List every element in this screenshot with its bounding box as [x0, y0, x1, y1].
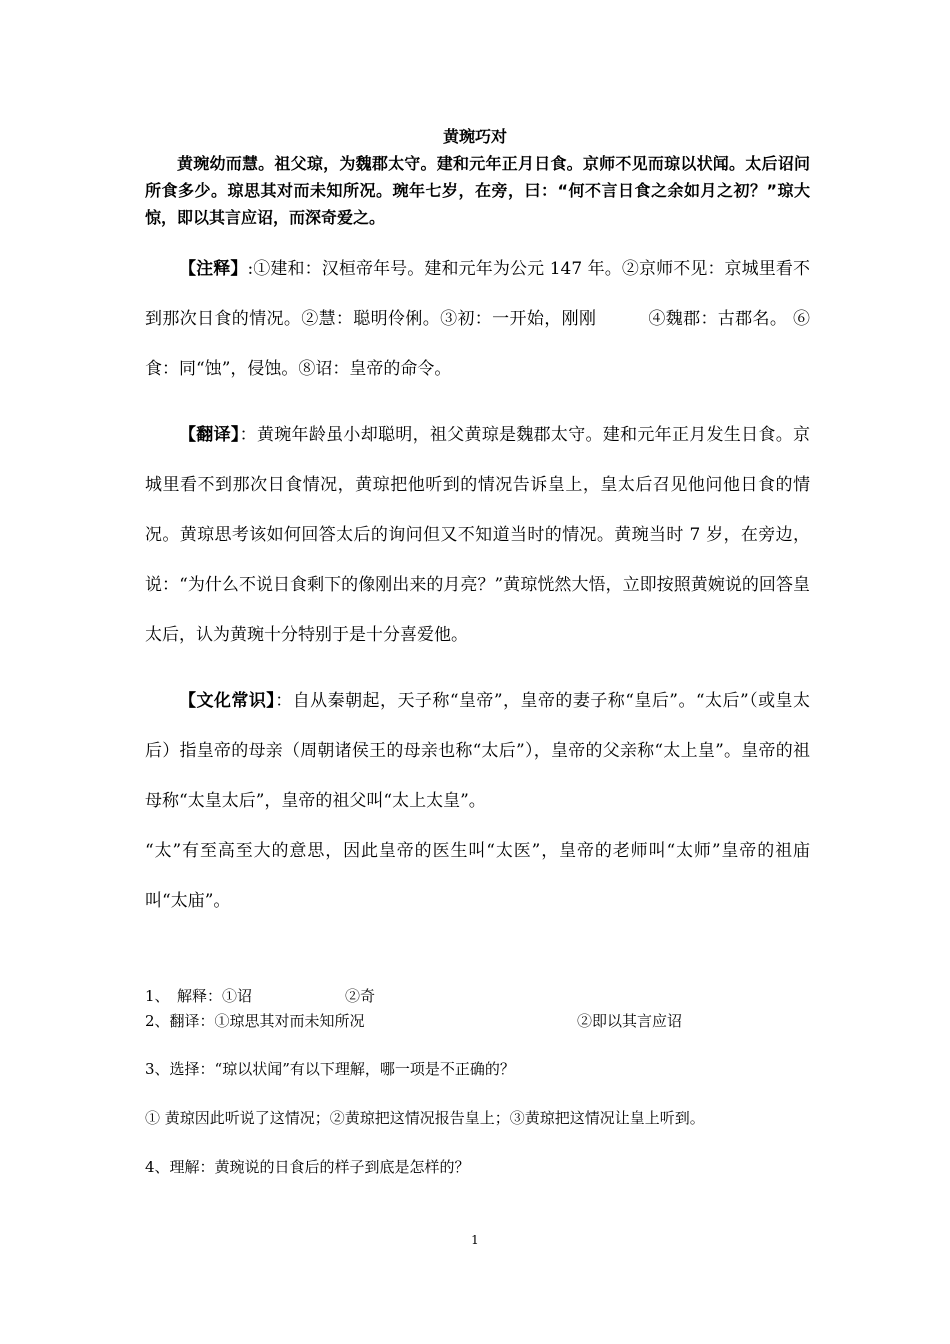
culture-label: 【文化常识】 [179, 691, 276, 711]
culture-text-continued: “太”有至高至大的意思，因此皇帝的医生叫“太医”，皇帝的老师叫“太师”皇帝的祖庙叫“太庙”。 [145, 841, 810, 911]
question-3: 3、选择：“琼以状闻”有以下理解，哪一项是不正确的？ [145, 1060, 515, 1078]
question-2: 2、翻译：①琼思其对而未知所况 [145, 1012, 365, 1030]
annotations-section [145, 244, 810, 394]
culture-text: ：自从秦朝起，天子称“皇帝”，皇帝的妻子称“皇后”。“太后”（或皇太后）指皇帝的母亲（周朝诸侯王的母亲也称“太后”），皇帝的父亲称“太上皇”。皇帝的祖母称“太皇太后”，皇帝的祖父叫“太上太皇”。 [145, 691, 810, 811]
translation-section [145, 410, 810, 660]
culture-section [145, 676, 810, 926]
question-1: 1、 解释：①诏 [145, 987, 253, 1005]
classical-text: 黄琬幼而慧。祖父琼，为魏郡太守。建和元年正月日食。京师不见而琼以状闻。太后诏问所食多少。琼思其对而未知所况。琬年七岁，在旁，曰：“何不言日食之余如月之初？”琼大惊，即以其言应诏，而深奇爱之。 [145, 154, 810, 227]
question-1-part-2: ②奇 [345, 987, 376, 1005]
question-3-options: ① 黄琼因此听说了这情况；②黄琼把这情况报告皇上；③黄琼把这情况让皇上听到。 [145, 1109, 705, 1127]
question-2-part-2: ②即以其言应诏 [577, 1012, 683, 1030]
document-title: 黄琬巧对 [442, 127, 507, 146]
translation-text: ：黄琬年龄虽小却聪明，祖父黄琼是魏郡太守。建和元年正月发生日食。京城里看不到那次日食情况，黄琼把他听到的情况告诉皇上，皇太后召见他问他日食的情况。黄琼思考该如何回答太后的询问但又不知道当时的情况。黄琬当时 7 岁，在旁边，说：“为什么不说日食剩下的像刚出来的月亮？”黄琼恍然大悟，立即按照黄婉说的回答皇太后，认为黄琬十分特别于是十分喜爱他。 [145, 425, 811, 645]
annotations-text: :①建和：汉桓帝年号。建和元年为公元 147 年。②京师不见：京城里看不到那次日食的情况。②慧：聪明伶俐。③初：一开始，刚刚 ④魏郡：古郡名。 ⑥食：同“蚀”，侵蚀。⑧诏：皇帝的命令。 [145, 259, 811, 379]
annotations-label: 【注释】 [179, 259, 248, 279]
page-number: 1 [471, 1233, 479, 1247]
question-4: 4、理解：黄琬说的日食后的样子到底是怎样的？ [145, 1158, 470, 1176]
translation-label: 【翻译】 [179, 425, 240, 445]
